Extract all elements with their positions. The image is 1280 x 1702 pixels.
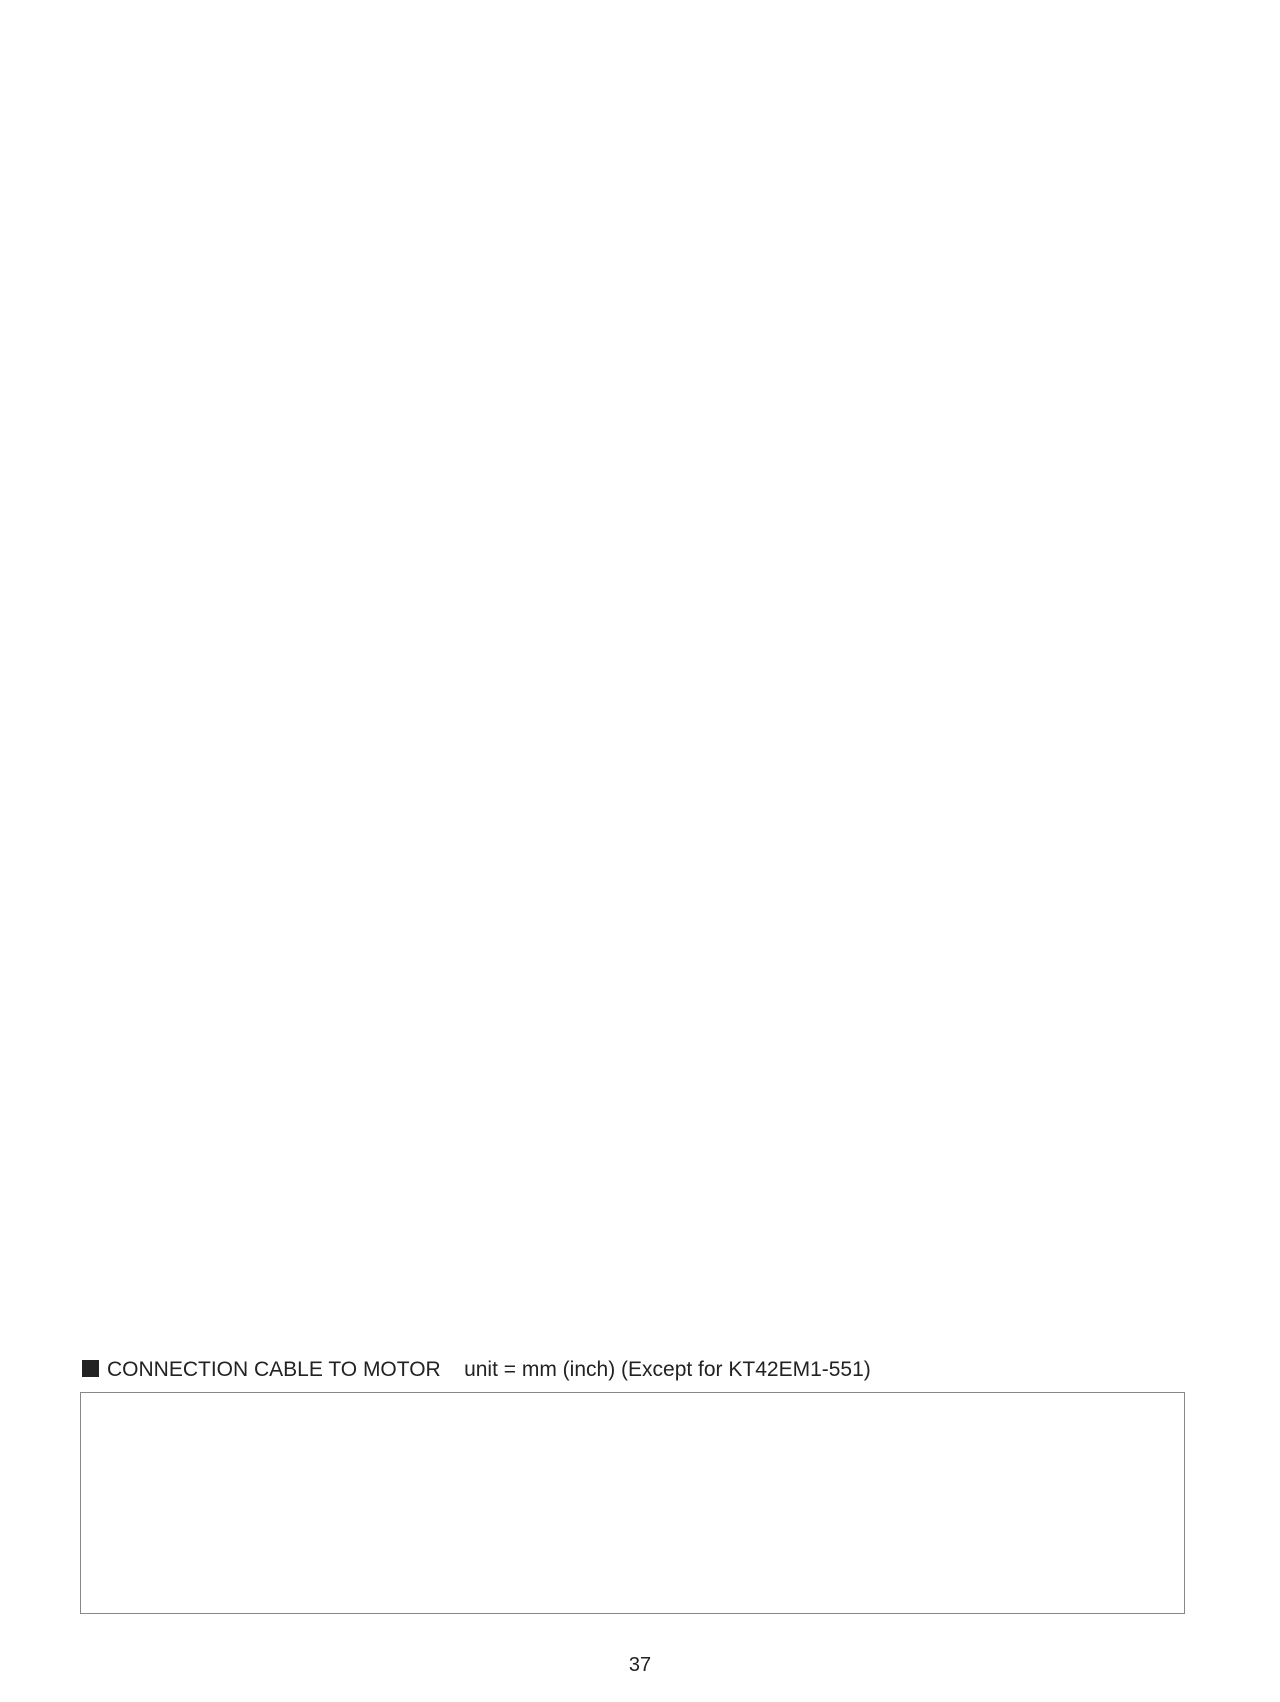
section-title-text: CONNECTION CABLE TO MOTOR (107, 1358, 441, 1381)
square-bullet-icon (82, 1360, 99, 1377)
cable-drawing (81, 1393, 1184, 1613)
section-title (82, 1358, 871, 1382)
connection-cable-box (80, 1392, 1185, 1614)
unit-note: unit = mm (inch) (Except for KT42EM1-551) (464, 1358, 871, 1381)
page-number: 37 (628, 1654, 652, 1676)
characteristics-table (80, 88, 1185, 1310)
